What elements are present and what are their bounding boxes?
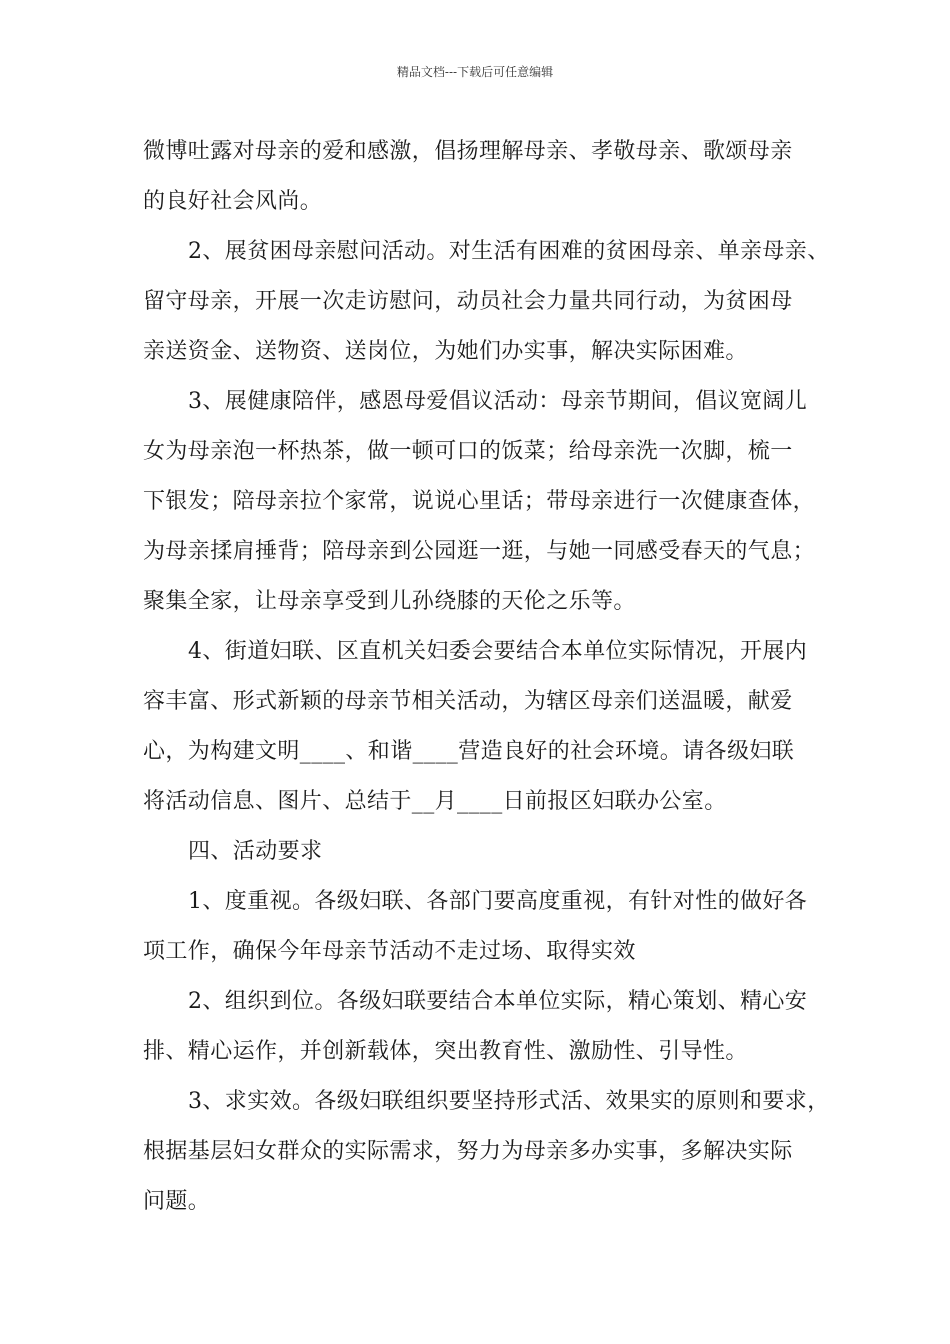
page-header: 精品文档---下载后可任意编辑: [396, 65, 554, 79]
body-line: 排、精心运作，并创新载体，突出教育性、激励性、引导性。: [143, 1039, 748, 1064]
paragraph-2-start: 2、展贫困母亲慰问活动。对生活有困难的贫困母亲、单亲母亲、: [188, 239, 830, 264]
body-line: 问题。: [143, 1189, 211, 1214]
body-line: 心，为构建文明____、和谐____营造良好的社会环境。请各级妇联: [143, 739, 795, 764]
requirement-1-start: 1、度重视。各级妇联、各部门要高度重视，有针对性的做好各: [188, 889, 808, 914]
body-line: 下银发；陪母亲拉个家常，说说心里话；带母亲进行一次健康查体，: [143, 489, 816, 514]
body-line: 将活动信息、图片、总结于__月____日前报区妇联办公室。: [143, 789, 727, 814]
paragraph-4-start: 4、街道妇联、区直机关妇委会要结合本单位实际情况，开展内: [188, 639, 808, 664]
body-line: 微博吐露对母亲的爱和感激，倡扬理解母亲、孝敬母亲、歌颂母亲: [143, 139, 793, 164]
body-line: 亲送资金、送物资、送岗位，为她们办实事，解决实际困难。: [143, 339, 748, 364]
body-line: 聚集全家，让母亲享受到儿孙绕膝的天伦之乐等。: [143, 589, 636, 614]
body-line: 的良好社会风尚。: [143, 189, 323, 214]
body-line: 项工作，确保今年母亲节活动不走过场、取得实效: [143, 939, 636, 964]
requirement-2-start: 2、组织到位。各级妇联要结合本单位实际，精心策划、精心安: [188, 989, 808, 1014]
body-line: 留守母亲，开展一次走访慰问，动员社会力量共同行动，为贫困母: [143, 289, 793, 314]
body-line: 为母亲揉肩捶背；陪母亲到公园逛一逛，与她一同感受春天的气息；: [143, 539, 816, 564]
section-heading: 四、活动要求: [188, 839, 323, 864]
body-line: 女为母亲泡一杯热茶，做一顿可口的饭菜；给母亲洗一次脚，梳一: [143, 439, 793, 464]
paragraph-3-start: 3、展健康陪伴，感恩母爱倡议活动：母亲节期间，倡议宽阔儿: [188, 389, 808, 414]
requirement-3-start: 3、求实效。各级妇联组织要坚持形式活、效果实的原则和要求，: [188, 1089, 830, 1114]
body-line: 根据基层妇女群众的实际需求，努力为母亲多办实事，多解决实际: [143, 1139, 793, 1164]
body-line: 容丰富、形式新颖的母亲节相关活动，为辖区母亲们送温暖，献爱: [143, 689, 793, 714]
